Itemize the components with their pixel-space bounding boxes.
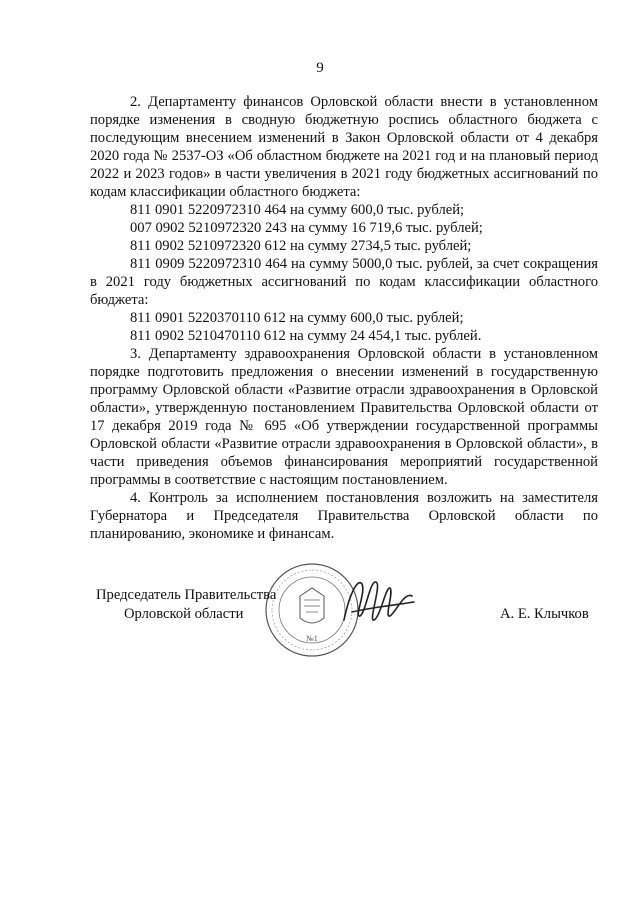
paragraph-3: 3. Департаменту здравоохранения Орловской области в установленном порядке подготовить предложения о внесении изменений в государственную программу Орловской области «Развитие отрасли здравоохранения в Орловской области», утвержденную постановлением Правительства Орловской области от 17 декабря 2019 года № 695 «Об утверждении государственной программы Орловской области «Развитие отрасли здравоохранения в Орловской области», в части приведения объемов финансирования мероприятий государственной программы в соответствие с настоящим постановлением. (90, 346, 598, 488)
budget-code-line: 007 0902 5210972320 243 на сумму 16 719,6 тыс. рублей; (130, 220, 483, 236)
paragraph-4: 4. Контроль за исполнением постановления возложить на заместителя Губернатора и Председателя Правительства Орловской области по планированию, экономике и финансам. (90, 490, 598, 542)
budget-code-reduction: 811 0909 5220972310 464 на сумму 5000,0 тыс. рублей, за счет сокращения в 2021 году бюджетных ассигнований по кодам классификации областного бюджета: (90, 256, 598, 308)
signatory-title-line1: Председатель Правительства (96, 587, 277, 603)
budget-code-line: 811 0901 5220370110 612 на сумму 600,0 тыс. рублей; (130, 310, 464, 326)
paragraph-2: 2. Департаменту финансов Орловской области внести в установленном порядке изменения в сводную бюджетную роспись областного бюджета с последующим внесением изменений в Закон Орловской области от 4 декабря 2020 года № 2537-ОЗ «Об областном бюджете на 2021 год и на плановый период 2022 и 2023 годов» в части увеличения в 2021 году бюджетных ассигнований по кодам классификации областного бюджета: (90, 94, 598, 200)
signature-block (0, 586, 640, 656)
page-number: 9 (316, 60, 324, 76)
budget-code-line: 811 0902 5210470110 612 на сумму 24 454,1 тыс. рублей. (130, 328, 482, 344)
signatory-name: А. Е. Клычков (500, 606, 589, 622)
document-body (90, 93, 598, 543)
budget-code-line: 811 0902 5210972320 612 на сумму 2734,5 тыс. рублей; (130, 238, 472, 254)
signatory-title-line2: Орловской области (124, 606, 244, 622)
seal-number: №1 (306, 634, 318, 643)
budget-code-line: 811 0901 5220972310 464 на сумму 600,0 тыс. рублей; (130, 202, 465, 218)
